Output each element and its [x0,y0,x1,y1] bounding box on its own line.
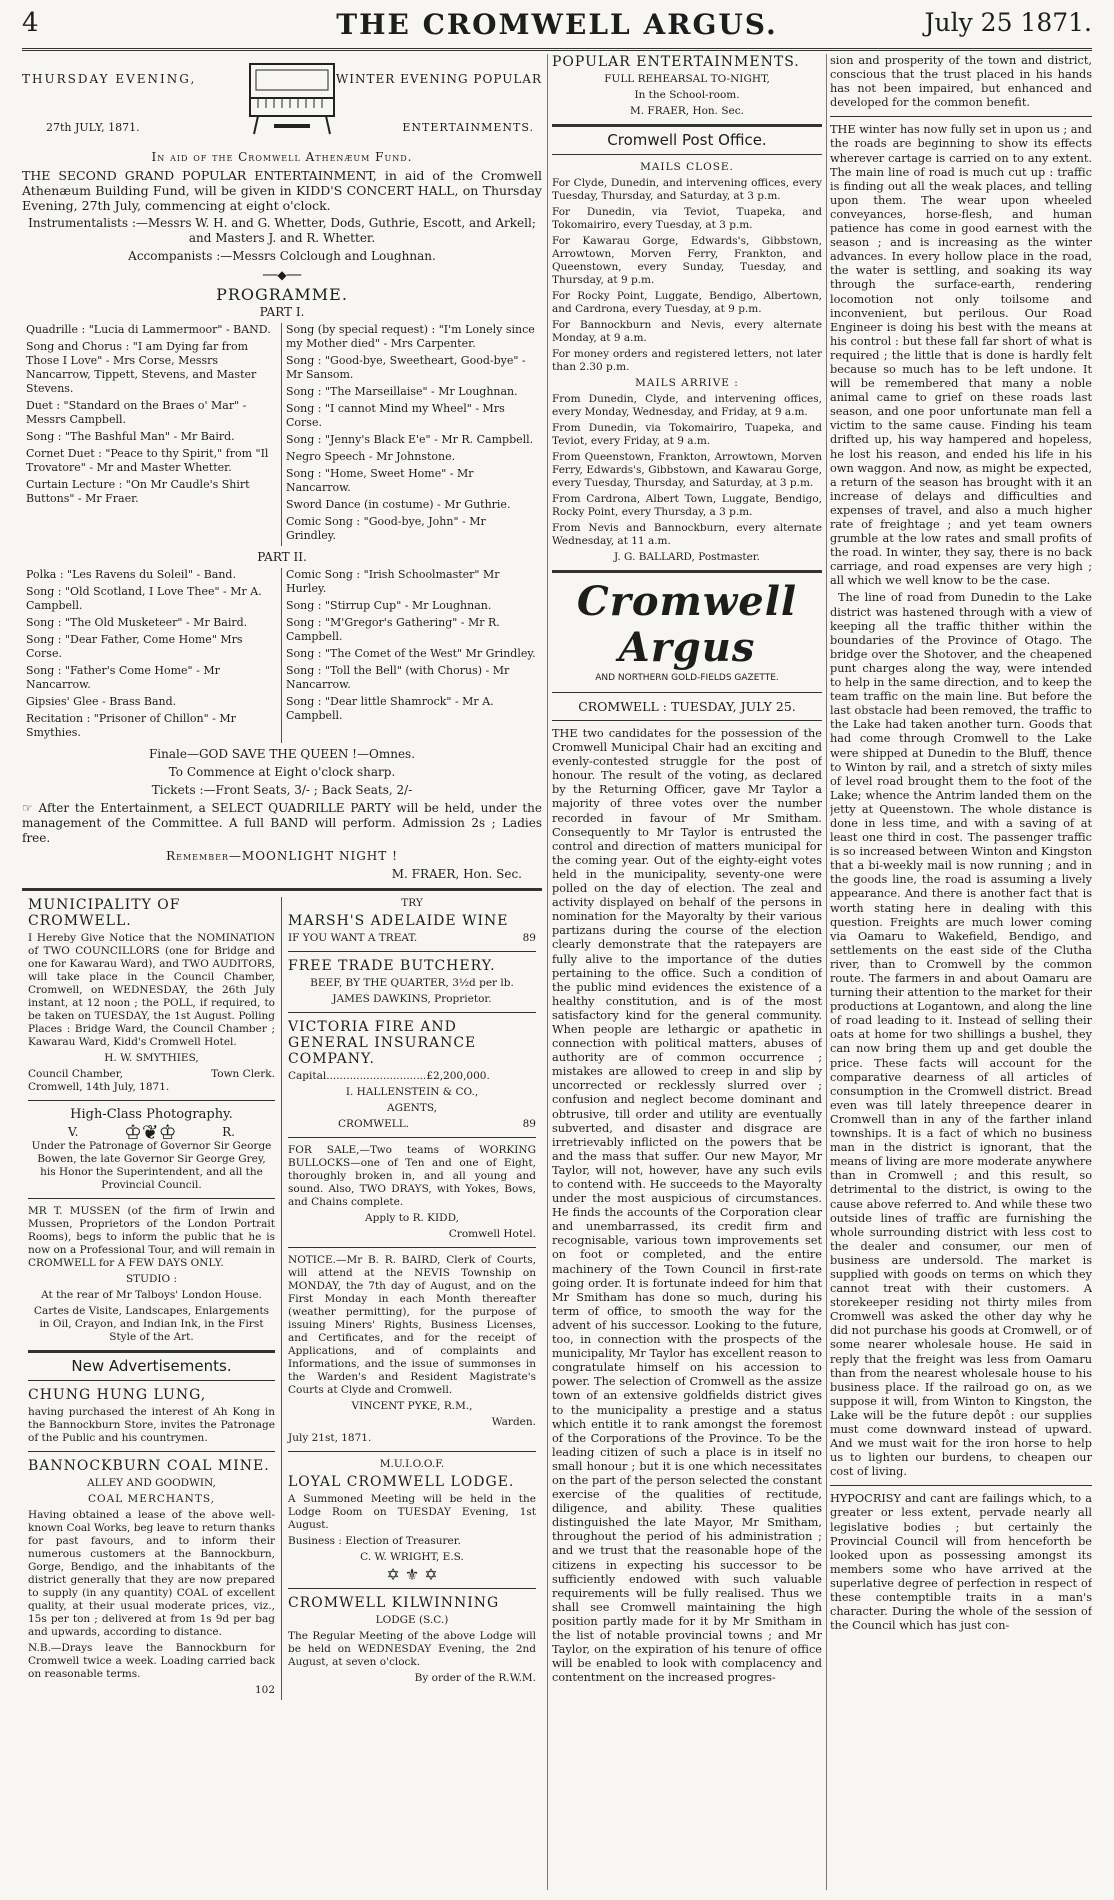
mail-close-item: For Clyde, Dunedin, and intervening offices, every Tuesday, Thursday, and Saturday, at 3 p.m. [552,177,822,202]
coal-mine-heading: BANNOCKBURN COAL MINE. [28,1458,270,1474]
wine-heading: MARSH'S ADELAIDE WINE [288,913,509,929]
ad-number: 89 [522,1118,536,1130]
hypocrisy-article: HYPOCRISY and cant are failings which, to a greater or less extent, pervade nearly all legislative bodies ; but certainly the Provincial Council will from henceforth be looked upon as possessing amongst its members some who have arrived at the superlative degree of perfection in respect of these contemptible traits in a man's character. During the whole of the session of the Council which has just con- [830,1492,1092,1633]
programme-item: Song : "The Old Musketeer" - Mr Baird. [26,616,248,629]
ad-number: 89 [522,932,536,944]
programme-heading: PROGRAMME. [216,285,348,304]
kilwinning-notice: The Regular Meeting of the above Lodge will be held on WEDNESDAY Evening, the 2nd August, at seven o'clock. [288,1630,536,1668]
programme-item: Song : "Stirrup Cup" - Mr Loughnan. [286,599,492,612]
programme-item: Song : "M'Gregor's Gathering" - Mr R. Campbell. [286,616,500,643]
mail-arrive-item: From Cardrona, Albert Town, Luggate, Bendigo, Rocky Point, every Thursday, a 3 p.m. [552,493,822,518]
programme-item: Song : "Toll the Bell" (with Chorus) - Mr Nancarrow. [286,664,510,691]
royal-crest-row [28,1120,275,1144]
page-number: 4 [22,8,39,38]
programme-item: Sword Dance (in costume) - Mr Guthrie. [286,498,511,511]
town-clerk: Town Clerk. [211,1068,275,1080]
ad-rule [28,1100,275,1101]
header-rule [22,48,1092,51]
mail-arrive-item: From Dunedin, Clyde, and intervening offices, every Monday, Wednesday, and Friday, at 9 a.m. [552,393,822,418]
chung-notice: having purchased the interest of Ah Kong in the Bannockburn Store, invites the Patronage of the Public and his countrymen. [28,1406,275,1444]
programme-item: Song and Chorus : "I am Dying far from Those I Love" - Mrs Corse, Messrs Nancarrow, Tippett, Stevens, and Master Stevens. [26,340,257,395]
insurance-agent: I. HALLENSTEIN & CO., [345,1086,479,1098]
ticket-prices: Tickets :—Front Seats, 3/- ; Back Seats, 2/- [151,783,413,797]
commence-time: To Commence at Eight o'clock sharp. [168,765,396,779]
programme-item: Song : "The Comet of the West" Mr Grindley. [286,647,536,660]
coal-notice: Having obtained a lease of the above well-known Coal Works, beg leave to return thanks for past favours, and to inform their numerous customers at the Bannockburn, Gorge, Bendigo, and the inhabitants of the district generally that they are now prepared to supply (in any quantity) COAL of excellent quality, at their usual moderate prices, viz., 15s per ton ; delivered at from 1s 9d per bag and upwards, according to distance. [28,1509,275,1638]
thursday-evening: THURSDAY EVENING, [22,72,197,86]
wine-tagline: IF YOU WANT A TREAT. [288,932,418,944]
municipality-chamber-row [28,1068,275,1081]
ad-rule [288,1451,536,1452]
lake-traffic-article: The line of road from Dunedin to the Lake district was hastened through with a view of keeping all the traffic thither within the boundaries of the Province of Otago. The bridge over the Shotover, and the cheapened punt charges along the way, were intended to help in the same direction, and to keep the team traffic on the main line. But before the last obstacle had been removed, the traffic to the Lake had taken another turn. Goods that had come through Cromwell to the Lake were shipped at Dunedin to the Bluff, thence to Winton by rail, and a stretch of sixty miles of level road brought them to the foot of the Lake; whence the Antrim landed them on the jetty at Queenstown. The whole distance is done in less time, and with a saving of at least one third in cost. The passenger traffic is so increased between Winton and Kingston that a bi-weekly mail is now running ; and in the goods line, the road is assuming a lively appearance. And there is another fact that is worth stating here in dealing with this question. Freights are much lower coming via Oamaru to Wakefield, Bendigo, and settlements on the east side of the Clutha river, than to Cromwell by the common route. The farmers in and about Oamaru are turning their attention to the market for their productions at Logantown, and along the line of road leading to it. Instead of selling their oats at home for two shillings a bushel, they can now bring them up and get double the price. These facts will account for the comparative dearness of all articles of consumption in the Cromwell district. Bread even was till lately threepence dearer in Cromwell than in any of the farther inland townships. It is a fact of which no business man in the district is ignorant, that the means of living are more moderate anywhere than in Cromwell ; and this result, so detrimental to the district, is owing to the cause above referred to. And while these two outside lines of traffic are furnishing the whole surrounding district with less cost to the dealer and consumer, our men of business are undersold. The market is supplied with goods on terms on which they cannot treat with their customers. A storekeeper residing not thirty miles from Cromwell was asked the other day why he did not purchase his goods at Cromwell, or of some nearer wholesale house. He said in reply that the freight was less from Oamaru than from the nearest wholesale house to his business place. If the railroad go on, as we suppose it will, from Winton to Kingston, the Lake will be the future depôt : our supplies must come downward instead of upward. And we must wait for the iron horse to help us to lighten our burdens, to cheapen our cost of living. [830,591,1092,1479]
finale: Finale—GOD SAVE THE QUEEN !—Omnes. [148,747,416,761]
ad-rule [830,1485,1092,1486]
coal-merchants: COAL MERCHANTS, [88,1493,215,1505]
courts-notice: NOTICE.—Mr B. R. BAIRD, Clerk of Courts, will attend at the NEVIS Township on MONDAY, the 7th day of August, and on the First Monday in each Month thereafter (weather permitting), for the purpose of issuing Miners' Rights, Business Licenses, and Certificates, and for the receipt of Applications, and of complaints and Informations, and the issue of summonses in the Warden's and Resident Magistrate's Courts at Clyde and Cromwell. [288,1254,536,1396]
ad-rule [288,1247,536,1248]
crest-v: V. [68,1125,79,1139]
wine-row [288,932,536,945]
programme-item: Song : "The Marseillaise" - Mr Loughnan. [286,385,518,398]
insurance-heading: VICTORIA FIRE AND GENERAL INSURANCE COMPANY. [288,1019,477,1067]
subcolumn-a2 [282,897,542,1700]
ornament-divider: ──◆── [262,268,302,282]
column-divider [547,54,548,1890]
moonlight-reminder: Remember—MOONLIGHT NIGHT ! [166,849,398,863]
editorial-continuation: sion and prosperity of the town and district, conscious that the trust placed in his hands has not been impaired, but enhanced and developed for the common benefit. [830,54,1092,110]
programme-item: Duet : "Standard on the Braes o' Mar" - Messrs Campbell. [26,399,247,426]
programme-part-two [22,568,542,743]
chung-heading: CHUNG HUNG LUNG, [28,1387,207,1403]
quadrille-notice: ☞ After the Entertainment, a SELECT QUADRILLE PARTY will be held, under the management of the Committee. A full BAND will perform. Admission 2s ; Ladies free. [22,801,542,845]
butchery-proprietor: JAMES DAWKINS, Proprietor. [332,993,492,1005]
ad-rule [28,1198,275,1199]
council-chamber: Council Chamber, [28,1068,123,1080]
programme-item: Comic Song : "Good-bye, John" - Mr Grindley. [286,515,486,542]
programme-item: Song : "Dear Father, Come Home" Mrs Corse. [26,633,243,660]
programme-item: Song : "Father's Come Home" - Mr Nancarrow. [26,664,220,691]
ad-rule [552,720,822,721]
ad-rule [288,951,536,952]
postmaster-signature: J. G. BALLARD, Postmaster. [613,551,761,563]
section-rule [28,1350,275,1353]
issue-date: July 25 1871. [924,8,1092,37]
bullocks-sale: FOR SALE,—Two teams of WORKING BULLOCKS—one of Ten and one of Eight, thoroughly broken in, and all young and sound. Also, TWO DRAYS, with Yokes, Bows, and Chains complete. [288,1144,536,1208]
mail-close-item: For Dunedin, via Teviot, Tuapeka, and Tokomairiro, every Tuesday, at 3 p.m. [552,206,822,231]
kilwinning-sub: LODGE (S.C.) [375,1614,449,1626]
kilwinning-heading: CROMWELL KILWINNING [288,1595,500,1611]
ad-rule [28,1380,275,1381]
programme-item: Polka : "Les Ravens du Soleil" - Band. [26,568,236,581]
programme-item: Song : "I cannot Mind my Wheel" - Mrs Corse. [286,402,505,429]
post-office-heading: Cromwell Post Office. [607,131,767,149]
municipality-date: Cromwell, 14th July, 1871. [28,1081,170,1093]
sale-apply: Apply to R. KIDD, [365,1212,459,1224]
programme-item: Song : "Good-bye, Sweetheart, Good-bye" - Mr Sansom. [286,354,526,381]
mails-close-label: MAILS CLOSE. [640,161,734,173]
subcolumn-a1 [22,897,282,1700]
royal-crest-icon: ♔❦♔ [123,1120,177,1144]
mail-close-item: For Rocky Point, Luggate, Bendigo, Albertown, and Cardrona, every Tuesday, at 9 p.m. [552,290,822,315]
notice-warden: Warden. [491,1416,536,1428]
piano-icon [244,58,340,138]
entertainment-title-row [22,54,542,150]
butchery-heading: FREE TRADE BUTCHERY. [288,958,496,974]
programme-item: Song : "Home, Sweet Home" - Mr Nancarrow. [286,467,474,494]
programme-item: Song : "The Bashful Man" - Mr Baird. [26,430,235,443]
part-two-heading: PART II. [257,550,307,564]
programme-item: Gipsies' Glee - Brass Band. [26,695,177,708]
aid-line: In aid of the Cromwell Athenæum Fund. [151,150,413,164]
ad-rule [28,1451,275,1452]
column-divider [826,54,827,1890]
programme-item: Song (by special request) : "I'm Lonely since my Mother died" - Mrs Carpenter. [286,323,535,350]
mail-arrive-item: From Dunedin, via Tokomairiro, Tuapeka, and Teviot, every Friday, at 9 a.m. [552,422,822,447]
programme-item: Comic Song : "Irish Schoolmaster" Mr Hurley. [286,568,500,595]
insurance-town: CROMWELL. [338,1118,410,1130]
ad-rule [552,154,822,155]
wine-try: TRY [401,897,423,909]
section-rule [22,888,542,891]
newspaper-title: THE CROMWELL ARGUS. [336,8,778,41]
sale-hotel: Cromwell Hotel. [448,1228,536,1240]
mail-close-item: For Bannockburn and Nevis, every alternate Monday, at 9 a.m. [552,319,822,344]
lodge-heading: LOYAL CROMWELL LODGE. [288,1474,515,1490]
coal-owners: ALLEY AND GOODWIN, [87,1477,216,1489]
section-rule [552,570,822,573]
column-a [22,54,542,1890]
rehearsal-signature: M. FRAER, Hon. Sec. [630,105,744,117]
instrumentalists: Instrumentalists :—Messrs W. H. and G. Whetter, Dods, Guthrie, Escott, and Arkell; and Masters J. and R. Whetter. [28,216,536,245]
dateline: CROMWELL : TUESDAY, JULY 25. [578,699,796,714]
notice-signatory: VINCENT PYKE, R.M., [351,1400,473,1412]
programme-item: Recitation : "Prisoner of Chillon" - Mr Smythies. [26,712,236,739]
mussen-notice: MR T. MUSSEN (of the firm of Irwin and Mussen, Proprietors of the London Portrait Rooms), begs to inform the public that he is now on a Professional Tour, and will remain in CROMWELL for A FEW DAYS ONLY. [28,1205,275,1269]
column-c [830,54,1092,1890]
masthead: Cromwell Argus [576,578,798,671]
studio-location: At the rear of Mr Talboys' London House. [41,1289,262,1301]
programme-item: Song : "Jenny's Black E'e" - Mr R. Campbell. [286,433,534,446]
mail-close-item: For money orders and registered letters, not later than 2.30 p.m. [552,348,822,373]
mail-arrive-item: From Nevis and Bannockburn, every alternate Wednesday, at 11 a.m. [552,522,822,547]
entertainment-intro: THE SECOND GRAND POPULAR ENTERTAINMENT, in aid of the Cromwell Athenæum Building Fund, will be given in KIDD'S CONCERT HALL, on Thursday Evening, 27th July, commencing at eight o'clock. [22,168,542,213]
programme-item: Cornet Duet : "Peace to thy Spirit," from "Il Trovatore" - Mr and Master Whetter. [26,447,269,474]
mayoral-editorial: THE two candidates for the possession of the Cromwell Municipal Chair had an exciting and evenly-contested struggle for the post of honour. The result of the voting, as declared by the Returning Officer, gave Mr Taylor a majority of three votes over the number recorded in favour of Mr Smitham. Consequently to Mr Taylor is entrusted the control and direction of matters municipal for the coming year. Out of the eighty-eight votes held in the municipality, seventy-one were polled on the day of election. The zeal and activity displayed on behalf of the persons in nomination for the Mayoralty by their various partizans during the course of the election clearly demonstrate that the ratepayers are fully alive to the importance of the duties pertaining to the office. Such a condition of the public mind evidences the existence of a healthy constitution, and is of the most satisfactory kind for the general community. When people are lethargic or apathetic in connection with political matters, abuses of authority are of common occurrence ; mistakes are allowed to creep in and slip by uncorrected or recklessly slurred over ; confusion and neglect become dominant and obtrusive, till order and utility are eventually subverted, and disaster and disgrace are irretrievably inflicted on the powers that be and the mass that suffer. Our new Mayor, Mr Taylor, will not, however, have any such evils to contend with. He succeeds to the Mayoralty under the most auspicious of circumstances. He finds the accounts of the Corporation clear and unembarrassed, its credit firm and recognisable, various town improvements set on foot or completed, and the entire machinery of the Town Council in first-rate going order. It is fortunate indeed for him that Mr Smitham has done so much, during his term of office, to smooth the way for the advent of his successor. Looking to the future, too, in connection with the prospects of the municipality, Mr Taylor has excellent reason to congratulate himself on his accession to power. The selection of Cromwell as the assize town of an extensive goldfields district gives to the municipality a prestige and a status which entitle it to rank amongst the foremost of the Corporations of the Province. To be the leading citizen of such a place is in itself no small honour ; but it is one which necessitates on the part of the person selected the constant exercise of the qualities of rectitude, diligence, and ability. These qualities distinguished the late Mayor, Mr Smitham, throughout the period of his administration ; and we trust that the reasonable hope of the citizens in expecting his successor to be sufficiently endowed with such valuable requirements will be fully realised. Thus we shall see Cromwell maintaining the high position partly made for it by Mr Smitham in the list of notable provincial towns ; and Mr Taylor, on the expiration of his tenure of office will be enabled to look with complacency and contentment on the increased progres- [552,727,822,1685]
crest-r: R. [222,1125,235,1139]
municipality-signatory: H. W. SMYTHIES, [104,1052,199,1064]
entertainment-signature: M. FRAER, Hon. Sec. [391,867,522,881]
mail-close-item: For Kawarau Gorge, Edwards's, Gibbstown, Arrowtown, Morven Ferry, Frankton, and Queenstown, every Sunday, Tuesday, and Thursday, at 9 p.m. [552,235,822,286]
insurance-agents-label: AGENTS, [387,1102,437,1114]
rehearsal-notice: FULL REHEARSAL TO-NIGHT, [604,73,770,85]
programme-item: Song : "Dear little Shamrock" - Mr A. Campbell. [286,695,494,722]
lodge-signatory: C. W. WRIGHT, E.S. [360,1551,464,1563]
programme-item: Song : "Old Scotland, I Love Thee" - Mr A. Campbell. [26,585,262,612]
photography-heading: High-Class Photography. [70,1107,233,1122]
winter-roads-article: THE winter has now fully set in upon us ; and the roads are beginning to show its effects wherever cartage is carried on to any extent. The main line of road is much cut up : traffic is finding out all the weak places, and telling upon them. The wear upon wheeled conveyances, horse-flesh, and human patience has come in good earnest with the season ; and is increasing as the winter advances. In every hollow place in the road, the water is settling, and soaking its way through the surface-earth, rendering locomotion not only toilsome and inconvenient, but perilous. Our Road Engineer is doing his best with the means at his control : but these fall far short of what is required ; the little that is done is hardly felt because so much has to be left undone. It will be remembered that many a noble animal came to grief on these roads last season, and one poor unfortunate man fell a victim to the same cause. Finding his team drifted up, his way hampered and hopeless, he lost his reason, and ended his life in his own waggon. And now, as might be expected, a return of the season has brought with it an increase of delays and difficulties and expenses of travel, and also a much higher rate of freightage ; and yet team owners grumble at the low rates and small profits of the road. In winter, they say, there is no back carriage, and road expenses are very high ; all which we well know to be the case. [830,123,1092,588]
masthead-subtitle: AND NORTHERN GOLD-FIELDS GAZETTE. [595,673,779,683]
kilwinning-signature: By order of the R.W.M. [414,1672,536,1684]
studio-label: STUDIO : [125,1273,178,1285]
oddfellows-label: M.U.I.O.O.F. [379,1458,445,1470]
lodge-emblem-icon: ✡ ⚜ ✡ [386,1565,438,1584]
rehearsal-location: In the School-room. [634,89,740,101]
mails-arrive-label: MAILS ARRIVE : [635,377,739,389]
notice-date: July 21st, 1871. [288,1432,372,1444]
new-advertisements-heading: New Advertisements. [71,1357,232,1375]
programme-item: Negro Speech - Mr Johnstone. [286,450,456,463]
programme-item: Quadrille : "Lucia di Lammermoor" - BAND. [26,323,271,336]
insurance-town-row [288,1118,536,1131]
butchery-price: BEEF, BY THE QUARTER, 3½d per lb. [310,977,514,989]
popular-ent-heading: POPULAR ENTERTAINMENTS. [552,54,800,70]
ad-rule [288,1137,536,1138]
municipality-heading: MUNICIPALITY OF CROMWELL. [28,897,181,929]
part-one-heading: PART I. [259,305,305,319]
ad-rule [288,1012,536,1013]
section-rule [552,124,822,127]
accompanists: Accompanists :—Messrs Colclough and Loughnan. [128,249,436,263]
ad-number: 102 [254,1684,275,1696]
entertainments-label: ENTERTAINMENTS. [402,121,534,134]
insurance-capital: Capital..............................£2,200,000. [288,1070,490,1082]
ad-rule [288,1588,536,1589]
lodge-business: Business : Election of Treasurer. [288,1535,461,1547]
programme-item: Curtain Lecture : "On Mr Caudle's Shirt Buttons" - Mr Fraer. [26,478,250,505]
programme-part-one [22,323,542,546]
event-date: 27th JULY, 1871. [46,121,140,134]
ad-rule [552,692,822,693]
winter-evening-popular: WINTER EVENING POPULAR [335,72,542,86]
mail-arrive-item: From Queenstown, Frankton, Arrowtown, Morven Ferry, Edwards's, Gibbstown, and Kawarau Gorge, every Tuesday, Thursday, and Saturday, at 3 p.m. [552,451,822,489]
coal-nb: N.B.—Drays leave the Bannockburn for Cromwell twice a week. Loading carried back on reasonable terms. [28,1642,275,1680]
municipality-notice: I Hereby Give Notice that the NOMINATION of TWO COUNCILLORS (one for Bridge and one for Kawarau Ward), and TWO AUDITORS, will take place in the Council Chamber, Cromwell, on WEDNESDAY, the 26th July instant, at 12 noon ; the POLL, if required, to be taken on TUESDAY, the 1st August. Polling Places : Bridge Ward, the Council Chamber ; Kawarau Ward, Kidd's Cromwell Hotel. [28,932,275,1048]
photography-patronage: Under the Patronage of Governor Sir George Bowen, the late Governor Sir George Grey, his Honor the Superintendent, and all the Provincial Council. [31,1140,272,1191]
ad-rule [830,116,1092,117]
column-b [552,54,822,1890]
cartes-notice: Cartes de Visite, Landscapes, Enlargements in Oil, Crayon, and Indian Ink, in the First Style of the Art. [33,1305,270,1343]
lodge-notice: A Summoned Meeting will be held in the Lodge Room on TUESDAY Evening, 1st August. [288,1493,536,1531]
column-a-subcolumns [22,897,542,1700]
